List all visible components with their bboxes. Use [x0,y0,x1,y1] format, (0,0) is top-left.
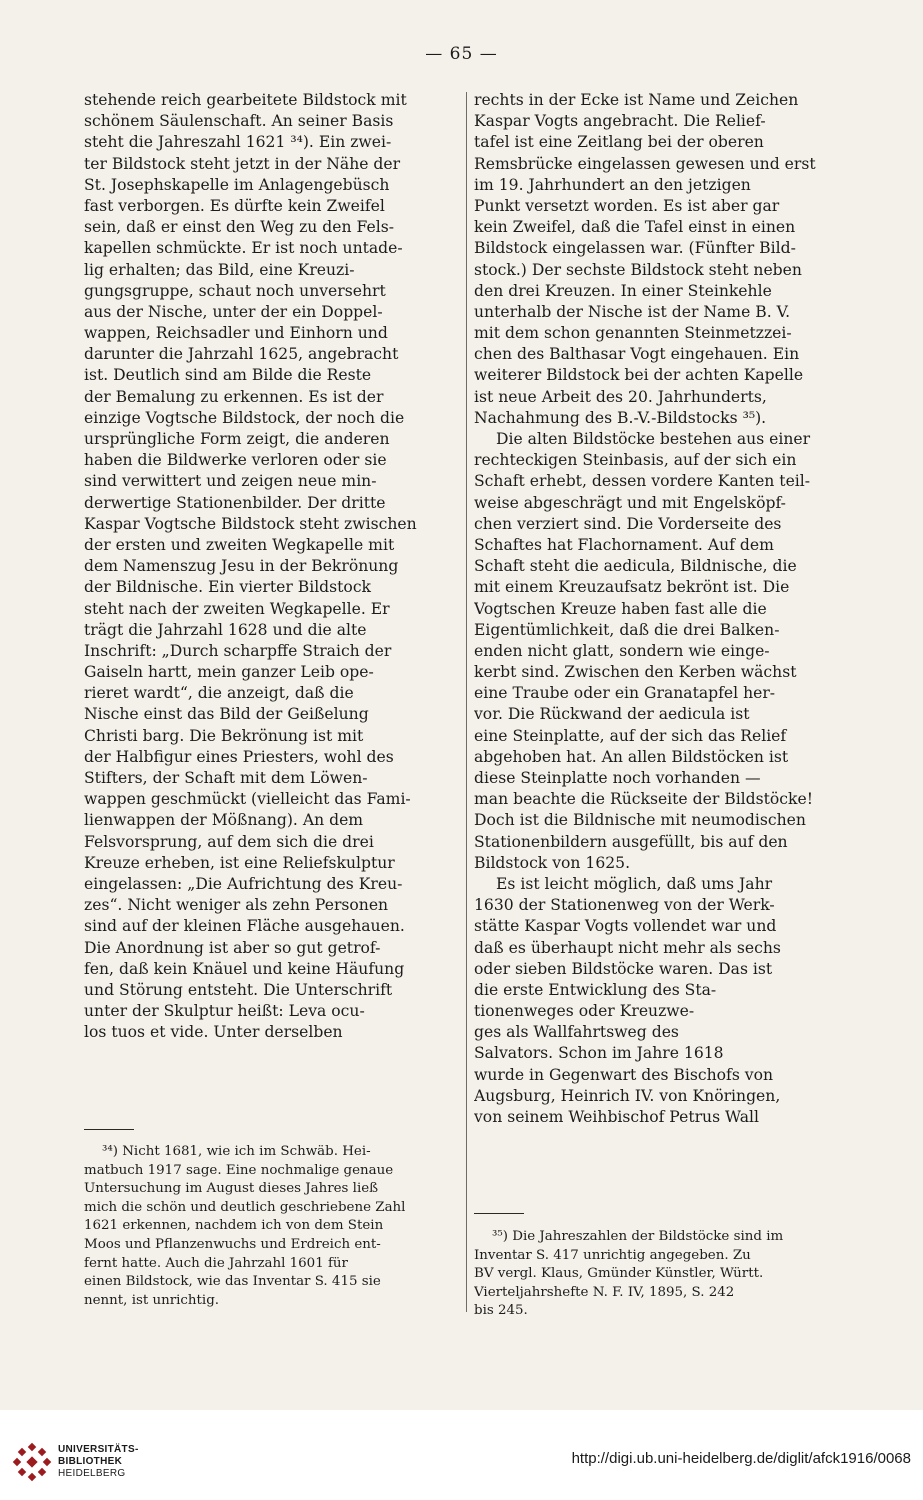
text-line: kapellen schmückte. Er ist noch untade- [84,239,403,258]
footer-bar [0,1410,923,1500]
text-line: zes“. Nicht weniger als zehn Personen [84,896,389,915]
text-line: der Bemalung zu erkennen. Es ist der [84,387,384,406]
text-line: rechteckigen Steinbasis, auf der sich ein [474,451,797,470]
text-line: Remsbrücke eingelassen gewesen und erst [474,154,816,173]
text-line: weiterer Bildstock bei der achten Kapelle [474,366,804,385]
text-line: los tuos et vide. Unter derselben [84,1023,343,1042]
text-line: fernt hatte. Auch die Jahrzahl 1601 für [84,1255,348,1271]
footnote-right [474,1228,839,1321]
text-line: oder sieben Bildstöcke waren. Das ist [474,959,773,978]
footnote-left [84,1143,458,1310]
text-line: BV vergl. Klaus, Gmünder Künstler, Württ. [474,1266,764,1282]
text-line: daß es überhaupt nicht mehr als sechs [474,938,781,957]
text-line: darunter die Jahrzahl 1625, angebracht [84,345,399,364]
text-line: ursprüngliche Form zeigt, die anderen [84,430,390,448]
text-line: nennt, ist unrichtig. [84,1292,220,1308]
text-line: Vogtschen Kreuze haben fast alle die [474,599,767,618]
text-line: rieret wardt“, die anzeigt, daß die [84,684,354,703]
text-line: Gaiseln hartt, mein ganzer Leib ope- [84,663,374,682]
text-line: eingelassen: „Die Aufrichtung des Kreu- [84,874,403,893]
text-line: mit einem Kreuzaufsatz bekrönt ist. Die [474,578,790,597]
logo-line-1: UNIVERSITÄTS- [58,1444,139,1455]
text-line: Vierteljahrshefte N. F. IV, 1895, S. 242 [474,1284,735,1300]
text-line: eine Steinplatte, auf der sich das Relief [474,726,787,745]
text-line: chen verziert sind. Die Vorderseite des [474,514,782,533]
university-seal-icon [12,1442,52,1482]
text-line: von seinem Weihbischof Petrus Wall [474,1108,759,1126]
text-line: tionenweges oder Kreuzwe- [474,1002,695,1021]
text-line: Schaft steht die aedicula, Bildnische, die [474,557,797,576]
text-line: Punkt versetzt worden. Es ist aber gar [474,196,780,215]
text-line: derwertige Stationenbilder. Der dritte [84,493,386,512]
text-line: ter Bildstock steht jetzt in der Nähe der [84,154,401,173]
text-line: 1621 erkennen, nachdem ich von dem Stein [84,1218,384,1234]
text-line: dem Namenszug Jesu in der Bekrönung [84,557,399,576]
text-line: unterhalb der Nische ist der Name B. V. [474,302,791,321]
text-line: stock.) Der sechste Bildstock steht neben [474,260,802,279]
text-line: Kaspar Vogtsche Bildstock steht zwischen [84,514,417,533]
text-line: enden nicht glatt, sondern wie einge- [474,641,770,660]
text-line: die erste Entwicklung des Sta- [474,980,717,999]
right-column [474,90,839,1128]
text-line: lienwappen der Mößnang). An dem [84,811,364,830]
text-line: Nische einst das Bild der Geißelung [84,705,369,724]
source-url-link[interactable]: http://digi.ub.uni-heidelberg.de/diglit/afck1916/0068 [571,1450,911,1467]
text-line: der ersten und zweiten Wegkapelle mit [84,535,395,554]
text-line: Die Anordnung ist aber so gut getrof- [84,938,381,957]
text-line: 1630 der Stationenweg von der Werk- [474,896,775,915]
text-line: Es ist leicht möglich, daß ums Jahr [496,874,773,893]
text-line: ³⁵) Die Jahreszahlen der Bildstöcke sind im [492,1229,784,1244]
text-line: Schaftes hat Flachornament. Auf dem [474,535,774,554]
text-line: mit dem schon genannten Steinmetzzei- [474,324,792,343]
text-line: aus der Nische, unter der ein Doppel- [84,302,383,321]
text-line: matbuch 1917 sage. Eine nochmalige genaue [84,1162,394,1178]
text-line: kein Zweifel, daß die Tafel einst in einen [474,218,796,237]
text-line: Nachahmung des B.-V.-Bildstocks ³⁵). [474,408,767,427]
text-line: Doch ist die Bildnische mit neumodischen [474,811,806,830]
text-line: Stationenbildern ausgefüllt, bis auf den [474,832,788,851]
text-line: weise abgeschrägt und mit Engelsköpf- [474,493,786,512]
text-line: Inschrift: „Durch scharpffe Straich der [84,641,392,660]
text-line: Christi barg. Die Bekrönung ist mit [84,726,364,745]
text-line: Kaspar Vogts angebracht. Die Relief- [474,112,766,131]
text-line: diese Steinplatte noch vorhanden — [474,769,761,787]
text-line: steht die Jahreszahl 1621 ³⁴). Ein zwei- [84,133,392,152]
text-line: Felsvorsprung, auf dem sich die drei [84,832,374,851]
logo-line-3: HEIDELBERG [58,1468,126,1479]
text-line: rechts in der Ecke ist Name und Zeichen [474,91,799,109]
text-line: ³⁴) Nicht 1681, wie ich im Schwäb. Hei- [102,1144,371,1159]
text-line: wappen geschmückt (vielleicht das Fami- [84,790,411,809]
text-line: und Störung entsteht. Die Unterschrift [84,980,393,999]
footnote-rule-right [474,1213,524,1214]
library-logo-text [58,1444,139,1480]
footnote-rule-left [84,1129,134,1130]
column-divider [466,92,467,1312]
text-line: Schaft erhebt, dessen vordere Kanten teil- [474,472,811,491]
text-line: den drei Kreuzen. In einer Steinkehle [474,281,772,300]
text-line: vor. Die Rückwand der aedicula ist [474,705,750,724]
text-line: sein, daß er einst den Weg zu den Fels- [84,218,394,237]
text-line: der Bildnische. Ein vierter Bildstock [84,578,371,597]
text-line: ist. Deutlich sind am Bilde die Reste [84,366,372,385]
text-line: sind verwittert und zeigen neue min- [84,472,377,491]
left-column [84,90,458,1043]
text-line: ist neue Arbeit des 20. Jahrhunderts, [474,387,767,406]
text-line: wappen, Reichsadler und Einhorn und [84,324,388,343]
text-line: gungsgruppe, schaut noch unversehrt [84,281,386,300]
text-line: Eigentümlichkeit, daß die drei Balken- [474,620,780,639]
text-line: Bildstock von 1625. [474,853,631,872]
text-line: schönem Säulenschaft. An seiner Basis [84,112,394,131]
text-line: Salvators. Schon im Jahre 1618 [474,1044,724,1063]
text-line: chen des Balthasar Vogt eingehauen. Ein [474,345,800,364]
text-line: Die alten Bildstöcke bestehen aus einer [496,430,811,448]
text-line: ges als Wallfahrtsweg des [474,1023,679,1042]
text-line: tafel ist eine Zeitlang bei der oberen [474,133,764,152]
text-line: Augsburg, Heinrich IV. von Knöringen, [474,1086,781,1105]
text-line: kerbt sind. Zwischen den Kerben wächst [474,663,797,682]
text-line: stehende reich gearbeitete Bildstock mit [84,91,407,109]
text-line: der Halbfigur eines Priesters, wohl des [84,747,394,766]
text-line: Untersuchung im August dieses Jahres ließ [84,1181,379,1197]
text-line: mich die schön und deutlich geschriebene Zahl [84,1199,406,1215]
text-line: fen, daß kein Knäuel und keine Häufung [84,959,405,978]
text-line: Inventar S. 417 unrichtig angegeben. Zu [474,1247,751,1263]
text-line: im 19. Jahrhundert an den jetzigen [474,175,751,194]
text-line: steht nach der zweiten Wegkapelle. Er [84,599,390,618]
text-line: einzige Vogtsche Bildstock, der noch die [84,408,405,427]
text-line: Moos und Pflanzenwuchs und Erdreich ent- [84,1236,381,1252]
text-line: Kreuze erheben, ist eine Reliefskulptur [84,853,395,872]
text-line: fast verborgen. Es dürfte kein Zweifel [84,196,385,215]
text-line: wurde in Gegenwart des Bischofs von [474,1065,774,1084]
text-line: stätte Kaspar Vogts vollendet war und [474,917,777,936]
text-line: lig erhalten; das Bild, eine Kreuzi- [84,260,355,279]
text-line: trägt die Jahrzahl 1628 und die alte [84,620,367,639]
text-line: einen Bildstock, wie das Inventar S. 415 sie [84,1274,381,1290]
text-line: St. Josephskapelle im Anlagengebüsch [84,175,390,194]
page-number: — 65 — [425,44,498,64]
text-line: Bildstock eingelassen war. (Fünfter Bild- [474,239,796,258]
text-line: sind auf der kleinen Fläche ausgehauen. [84,917,405,936]
text-line: bis 245. [474,1303,528,1319]
text-line: abgehoben hat. An allen Bildstöcken ist [474,747,789,766]
text-line: unter der Skulptur heißt: Leva ocu- [84,1002,365,1021]
text-line: eine Traube oder ein Granatapfel her- [474,684,776,703]
text-line: Stifters, der Schaft mit dem Löwen- [84,769,368,787]
logo-line-2: BIBLIOTHEK [58,1456,123,1467]
text-line: haben die Bildwerke verloren oder sie [84,451,387,470]
text-line: man beachte die Rückseite der Bildstöcke! [474,790,813,809]
